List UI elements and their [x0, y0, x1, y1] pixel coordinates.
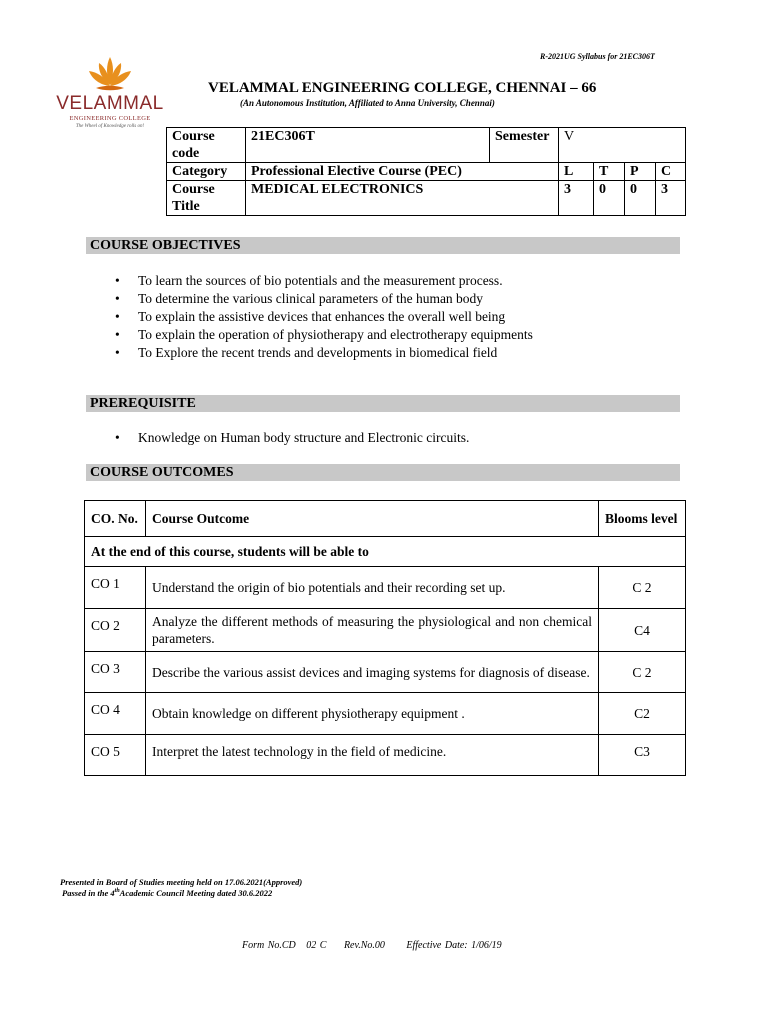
- table-row: [85, 609, 686, 652]
- form-info-line: [242, 940, 502, 951]
- c-label: C: [656, 163, 686, 181]
- course-code-value: 21EC306T: [246, 128, 490, 163]
- p-label: P: [625, 163, 656, 181]
- table-row: [85, 652, 686, 693]
- blooms-level: C2: [599, 693, 686, 735]
- c-value: 3: [656, 181, 686, 216]
- revision-number: Rev.No.00: [343, 940, 385, 951]
- semester-label: Semester: [490, 128, 559, 163]
- t-value: 0: [594, 181, 625, 216]
- blooms-level: C 2: [599, 652, 686, 693]
- logo-tagline: The Wheel of Knowledge rolls on!: [75, 124, 145, 129]
- co-number: CO 3: [85, 652, 146, 693]
- prerequisite-heading: PREREQUISITE: [86, 395, 680, 412]
- objectives-list: [112, 272, 692, 362]
- course-title-value: MEDICAL ELECTRONICS: [246, 181, 559, 216]
- co-number: CO 4: [85, 693, 146, 735]
- list-item: • To determine the various clinical parameters of the human body: [112, 290, 692, 308]
- note-suffix: Academic Council Meeting dated 30.6.2022: [119, 888, 273, 898]
- blooms-level: C 2: [599, 567, 686, 609]
- college-affiliation: (An Autonomous Institution, Affiliated to Anna University, Chennai): [240, 98, 495, 108]
- note-superscript: th: [114, 888, 120, 895]
- list-item: • To explain the operation of physiotherapy and electrotherapy equipments: [112, 326, 692, 344]
- list-item: • To explain the assistive devices that enhances the overall well being: [112, 308, 692, 326]
- course-code-row: [167, 128, 686, 163]
- category-value: Professional Elective Course (PEC): [246, 163, 559, 181]
- table-row: [85, 693, 686, 735]
- column-header-outcome: Course Outcome: [146, 501, 599, 537]
- list-item: • To Explore the recent trends and developments in biomedical field: [112, 344, 692, 362]
- co-description: Obtain knowledge on different physiotherapy equipment .: [146, 693, 599, 735]
- table-row: [85, 735, 686, 776]
- college-name: VELAMMAL ENGINEERING COLLEGE, CHENNAI – 66: [208, 80, 597, 96]
- co-description: Interpret the latest technology in the field of medicine.: [146, 735, 599, 776]
- l-label: L: [559, 163, 594, 181]
- semester-value: V: [559, 128, 686, 163]
- co-number: CO 1: [85, 567, 146, 609]
- category-row: [167, 163, 686, 181]
- co-number: CO 2: [85, 609, 146, 652]
- logo-name: VELAMMAL: [56, 93, 164, 114]
- effective-date: Effective Date: 1/06/19: [406, 940, 502, 951]
- column-header-co: CO. No.: [85, 501, 146, 537]
- outcomes-intro: At the end of this course, students will be able to: [85, 537, 686, 567]
- l-value: 3: [559, 181, 594, 216]
- form-number: Form No.CD 02 C: [242, 940, 327, 951]
- course-info-table: [166, 127, 686, 216]
- co-number: CO 5: [85, 735, 146, 776]
- course-title-label: Course Title: [167, 181, 246, 216]
- list-item: • Knowledge on Human body structure and Electronic circuits.: [112, 429, 692, 447]
- t-label: T: [594, 163, 625, 181]
- logo-subtitle: ENGINEERING COLLEGE: [69, 115, 151, 122]
- course-title-row: [167, 181, 686, 216]
- course-outcomes-table: [84, 500, 686, 776]
- syllabus-reference: R-2021UG Syllabus for 21EC306T: [540, 52, 655, 61]
- blooms-level: C3: [599, 735, 686, 776]
- table-row: [85, 567, 686, 609]
- prerequisite-list: [112, 429, 692, 447]
- column-header-blooms: Blooms level: [599, 501, 686, 537]
- objectives-heading: COURSE OBJECTIVES: [86, 237, 680, 254]
- category-label: Category: [167, 163, 246, 181]
- academic-council-note: [62, 888, 272, 898]
- table-header-row: [85, 501, 686, 537]
- co-description: Understand the origin of bio potentials and their recording set up.: [146, 567, 599, 609]
- list-item: • To learn the sources of bio potentials and the measurement process.: [112, 272, 692, 290]
- co-description: Describe the various assist devices and imaging systems for diagnosis of disease.: [146, 652, 599, 693]
- co-description: Analyze the different methods of measuring the physiological and non chemical parameters.: [146, 609, 599, 652]
- blooms-level: C4: [599, 609, 686, 652]
- outcomes-heading: COURSE OUTCOMES: [86, 464, 680, 481]
- table-intro-row: [85, 537, 686, 567]
- course-code-label: Course code: [167, 128, 246, 163]
- p-value: 0: [625, 181, 656, 216]
- lotus-icon: [86, 55, 134, 93]
- note-prefix: Passed in the 4: [62, 888, 115, 898]
- college-logo: [50, 55, 170, 135]
- board-of-studies-note: Presented in Board of Studies meeting held on 17.06.2021(Approved): [60, 877, 303, 887]
